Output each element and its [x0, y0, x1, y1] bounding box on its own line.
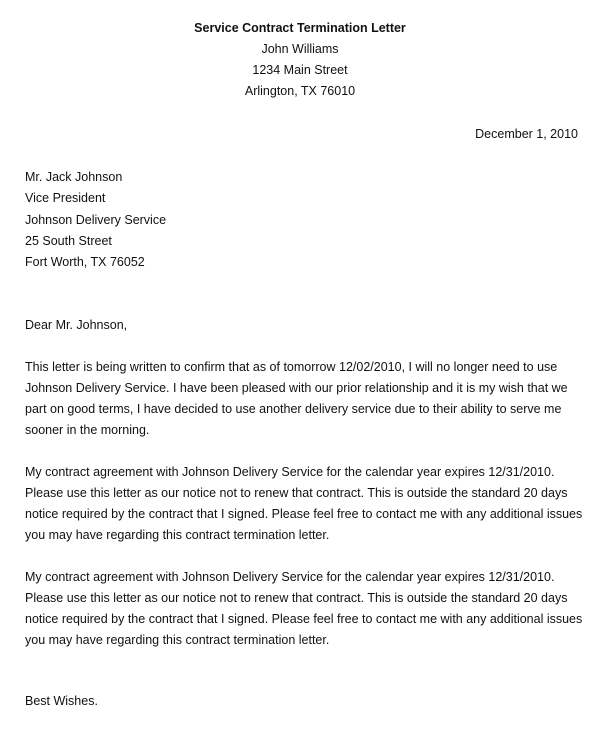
recipient-street: 25 South Street	[25, 234, 112, 248]
letter-date: December 1, 2010	[475, 127, 578, 141]
paragraph-line: This letter is being written to confirm that as of tomorrow 12/02/2010, I will no longer need to use	[25, 360, 558, 374]
letter-title: Service Contract Termination Letter	[194, 21, 406, 35]
recipient-company: Johnson Delivery Service	[25, 213, 167, 227]
body-paragraph-2	[25, 462, 585, 546]
paragraph-line: My contract agreement with Johnson Delivery Service for the calendar year expires 12/31/2010.	[25, 465, 555, 479]
paragraph-line: Please use this letter as our notice not to renew that contract. This is outside the standard 20 days	[25, 486, 568, 500]
paragraph-line: Please use this letter as our notice not to renew that contract. This is outside the standard 20 days	[25, 591, 568, 605]
paragraph-line: sooner in the morning.	[25, 423, 150, 437]
paragraph-line: Johnson Delivery Service. I have been pleased with our prior relationship and it is my wish that we	[25, 381, 568, 395]
sender-city: Arlington, TX 76010	[244, 84, 356, 98]
paragraph-line: you may have regarding this contract termination letter.	[25, 528, 330, 542]
closing: Best Wishes.	[25, 694, 98, 708]
recipient-name: Mr. Jack Johnson	[25, 170, 123, 184]
paragraph-line: you may have regarding this contract termination letter.	[25, 633, 330, 647]
paragraph-line: My contract agreement with Johnson Delivery Service for the calendar year expires 12/31/2010.	[25, 570, 555, 584]
salutation: Dear Mr. Johnson,	[25, 318, 128, 332]
paragraph-line: notice required by the contract that I signed. Please feel free to contact me with any additional issues	[25, 507, 583, 521]
body-paragraph-1	[25, 357, 585, 441]
paragraph-line: part on good terms, I have decided to use another delivery service due to their ability to serve me	[25, 402, 562, 416]
recipient-city: Fort Worth, TX 76052	[25, 255, 145, 269]
recipient-title: Vice President	[25, 191, 106, 205]
paragraph-line: notice required by the contract that I signed. Please feel free to contact me with any additional issues	[25, 612, 583, 626]
sender-name: John Williams	[261, 42, 339, 56]
body-paragraph-3	[25, 567, 585, 651]
sender-street: 1234 Main Street	[252, 63, 348, 77]
